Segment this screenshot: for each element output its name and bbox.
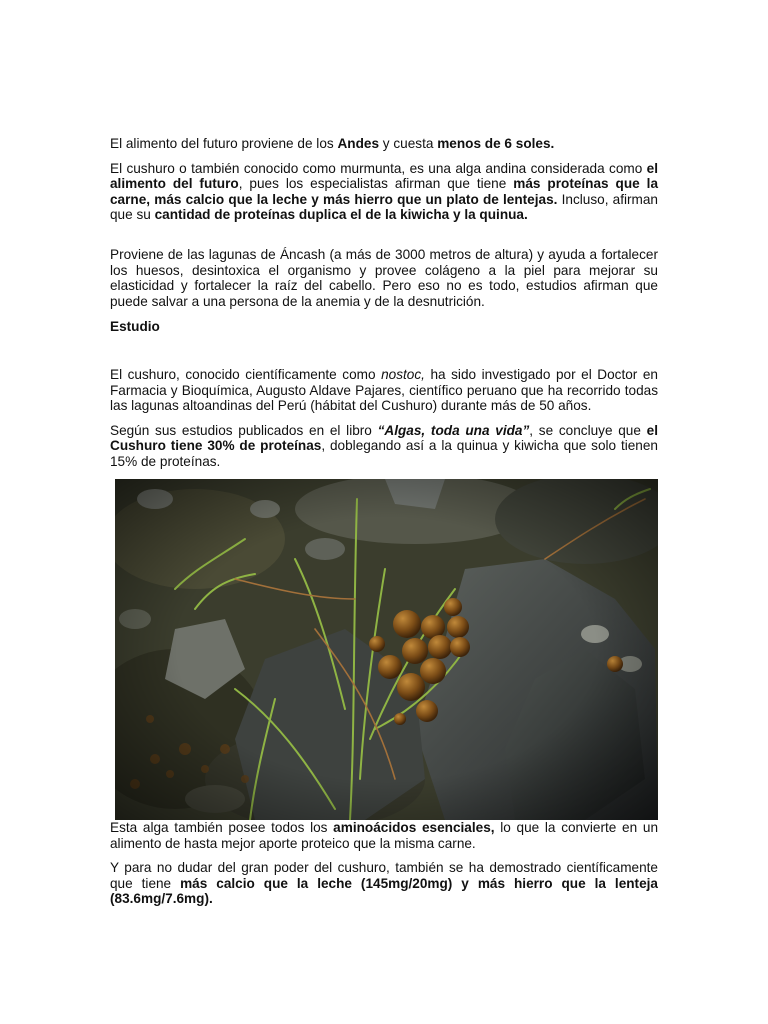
book-paragraph: Según sus estudios publicados en el libro “Algas, toda una vida”, se concluye que el Cushuro tiene 30% de proteínas, doblegando así a la quinua y kiwicha que solo tienen 15% de proteínas. xyxy=(110,422,659,469)
bold-price: menos de 6 soles. xyxy=(437,136,555,151)
document-body xyxy=(110,136,658,479)
nutrition-paragraph: Y para no dudar del gran poder del cushuro, también se ha demostrado científicamente que tiene más calcio que la leche (145mg/20mg) y más hierro que la lenteja (83.6mg/7.6mg). xyxy=(110,860,658,907)
bold-andes: Andes xyxy=(337,136,379,151)
cushuro-photo xyxy=(115,479,658,820)
book-title: “Algas, toda una vida” xyxy=(377,422,530,438)
document-body-continued xyxy=(110,820,658,907)
section-heading-estudio: Estudio xyxy=(110,319,160,335)
research-paragraph: El cushuro, conocido científicamente como nostoc, ha sido investigado por el Doctor en Farmacia y Bioquímica, Augusto Aldave Pajares, científico peruano que ha recorrido todas las lagunas altoandinas del Perú (hábitat del Cushuro) durante más de 50 años. xyxy=(110,366,658,414)
origin-paragraph: Proviene de las lagunas de Áncash (a más de 3000 metros de altura) y ayuda a fortalecer los huesos, desintoxica el organismo y provee colágeno a la piel para mejorar su elasticidad y fortalecer la raíz del cabello. Pero eso no es todo, estudios afirman que puede salvar a una persona de la anemia y de la desnutrición. xyxy=(110,246,658,309)
description-paragraph: El cushuro o también conocido como murmunta, es una alga andina considerada como el alimento del futuro, pues los especialistas afirman que tiene más proteínas que la carne, más calcio que la leche y más hierro que un plato de lentejas. Incluso, afirman que su cantidad de proteínas duplica el de la kiwicha y la quinua. xyxy=(110,160,659,223)
intro-paragraph: El alimento del futuro proviene de los Andes y cuesta menos de 6 soles. xyxy=(110,136,555,151)
amino-paragraph: Esta alga también posee todos los aminoácidos esenciales, lo que la convierte en un alimento de hasta mejor aporte proteico que la misma carne. xyxy=(110,820,658,851)
